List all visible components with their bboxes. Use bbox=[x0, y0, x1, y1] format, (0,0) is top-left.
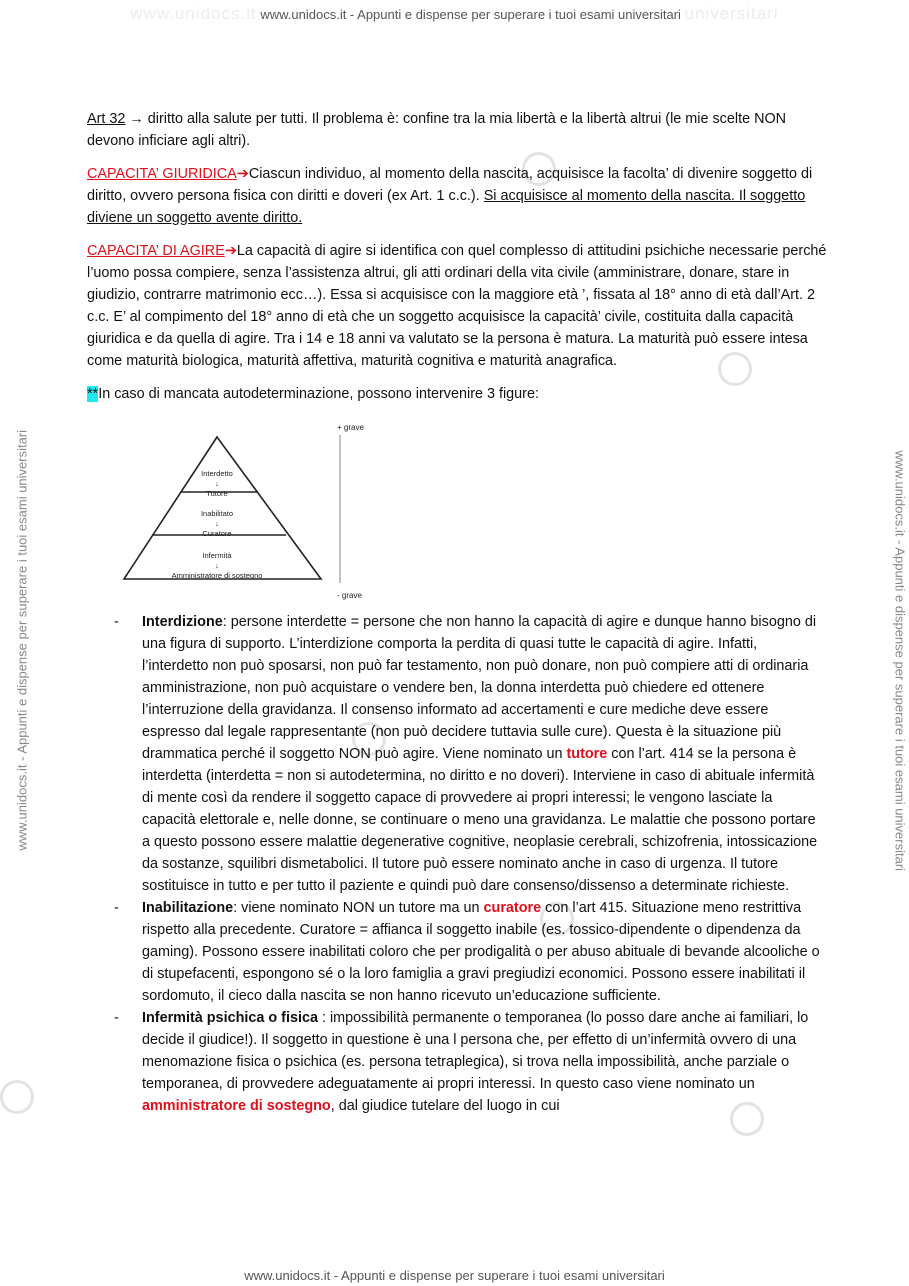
header-ghost-text-right: universitari bbox=[684, 4, 779, 23]
arrow-right-icon: ➔ bbox=[236, 166, 249, 182]
level-label: Amministratore di sostegno bbox=[171, 571, 263, 580]
list-item-term: Interdizione bbox=[142, 614, 223, 630]
list-item-term: Infermità psichica o fisica bbox=[142, 1010, 322, 1026]
list-item-highlight: curatore bbox=[483, 900, 542, 916]
level-label: Tutore bbox=[206, 489, 228, 498]
capacita-agire-title: CAPACITA’ DI AGIRE bbox=[87, 243, 225, 259]
list-item bbox=[87, 897, 827, 1007]
arrow-down-icon: ↓ bbox=[215, 479, 219, 488]
header-text: www.unidocs.it - Appunti e dispense per superare i tuoi esami universitari bbox=[260, 7, 681, 22]
list-item bbox=[87, 1007, 827, 1117]
scale-top-label: + grave bbox=[337, 423, 364, 432]
list-item-text: : persone interdette = persone che non hanno la capacità di agire e dunque hanno bisogno di una figura di supporto. L’interdizione comporta la perdita di quasi tutte le capacità di agire. Infatti, l’interdetto non può sposarsi, non può far testamento, non può donare, non può compiere atti di ordinaria amministrazione, non può acquistare o vendere ben, la donna interdetta può chiedere ed ottenere l’interruzione della gravidanza. Il consenso informato ad accertamenti e cure mediche deve essere espresso dal legale rappresentante (non può decidere tuttavia sulle cure). Questa è la situazione più drammatica perché il soggetto NON può agire. Viene nominato un bbox=[142, 614, 817, 762]
capacita-agire-paragraph bbox=[87, 240, 827, 372]
list-dash: - bbox=[114, 900, 119, 916]
capacita-agire-text: La capacità di agire si identifica con quel complesso di attitudini psichiche necessarie perché l’uomo possa compiere, senza l’assistenza altrui, gli atti ordinari della vita civile (amministrare, donare, stare in giudizio, contrarre matrimonio ecc…). Essa si acquisisce con la maggiore età ’, fissata al 18° anno di età dall’Art. 2 c.c. E’ al compimento del 18° anno di età che un soggetto acquisisce la capacità’ civile, costituita dalla capacità giuridica e da quella di agire. Tra i 14 e 18 anni va valutato se la persona è matura. La maturità può essere intesa come maturità biologica, maturità affettiva, maturità cognitiva e maturità anagrafica. bbox=[87, 243, 827, 369]
list-item-text: con l’art. 414 se la persona è interdetta (interdetta = non si autodetermina, no diritto e no doveri). Interviene in caso di abituale infermità di mente così da rendere il soggetto capace di provvedere ai propri interessi; le vengono lasciate la capacità elettorale e, nelle donne, se continuare o meno una gravidanza. Le malattie che possono portare a questo possono essere malattie degenerative cognitive, neoplasie cerebrali, schizofrenia, intossicazione da sostanze, squilibri dismetabolici. Il tutore può essere nominato anche in caso di urgenza. Il tutore sostituisce in tutto e per tutto il paziente e quindi può dare consenso/dissenso a determinate richieste. bbox=[142, 746, 818, 894]
list-dash: - bbox=[114, 1010, 119, 1026]
capacita-giuridica-underlined: Si acquisisce al momento della nascita. Il soggetto diviene un soggetto avente diritto. bbox=[87, 188, 806, 226]
arrow-down-icon: ↓ bbox=[215, 561, 219, 570]
scale-bottom-label: - grave bbox=[337, 591, 362, 600]
watermark-logo-icon bbox=[0, 1075, 39, 1119]
level-label: Interdetto bbox=[201, 469, 233, 478]
document-body bbox=[87, 108, 827, 1117]
list-item-text: , dal giudice tutelare del luogo in cui bbox=[330, 1098, 560, 1114]
figures-list bbox=[87, 611, 827, 1117]
list-item-text: : impossibilità permanente o temporanea (lo posso dare anche ai familiari, lo decide il giudice!). Il soggetto in questione è una l persona che, per effetto di un’infermità ovvero di una menomazione fisica o psichica (es. persona tetraplegica), si trova nella impossibilità, anche parziale o temporanea, di provvedere adeguatamente ai propri interessi. In questo caso viene nominato un bbox=[142, 1010, 809, 1092]
header-ghost-text: www.unidocs.it bbox=[130, 4, 257, 23]
list-item-text: : viene nominato NON un tutore ma un bbox=[233, 900, 484, 916]
art32-text: → diritto alla salute per tutti. Il problema è: confine tra la mia libertà e la libertà altrui (le mie scelte NON devono inficiare agli altri). bbox=[87, 111, 787, 149]
level-label: Inabilitato bbox=[200, 509, 234, 518]
page-footer bbox=[0, 1268, 909, 1283]
intro-paragraph bbox=[87, 383, 827, 405]
level-label: Curatore bbox=[202, 529, 232, 538]
list-item-highlight: amministratore di sostegno bbox=[142, 1098, 331, 1114]
arrow-right-icon: ➔ bbox=[224, 243, 237, 259]
list-item-term: Inabilitazione bbox=[142, 900, 234, 916]
capacita-giuridica-text: Ciascun individuo, al momento della nascita, acquisisce la facolta’ di divenire soggetto di diritto, ovvero persona fisica con diritti e doveri (ex Art. 1 c.c.). bbox=[87, 166, 813, 204]
list-item-text: con l’art 415. Situazione meno restrittiva rispetto alla precedente. Curatore = affianca il soggetto inabile (es. tossico-dipendente o dipendenza da gaming). Possono essere inabilitati coloro che per prodigalità o per abuso abituale di bevande alcooliche o di stupefacenti, espongono sé o la loro famiglia a gravi pregiudizi economici. Possono essere inabilitati il sordomuto, il cieco dalla nascita se non hanno ricevuto un’educazione sufficiente. bbox=[142, 900, 820, 1004]
art32-label: Art 32 bbox=[87, 111, 126, 127]
intro-text: In caso di mancata autodeterminazione, possono intervenire 3 figure: bbox=[98, 386, 539, 402]
level-label: Infermità bbox=[202, 551, 232, 560]
page-header bbox=[0, 4, 909, 24]
highlight-marker: ** bbox=[87, 386, 99, 402]
pyramid-level-3 bbox=[157, 551, 277, 581]
capacita-giuridica-paragraph bbox=[87, 163, 827, 229]
arrow-down-icon: ↓ bbox=[215, 519, 219, 528]
pyramid-level-2 bbox=[177, 509, 257, 539]
footer-text: www.unidocs.it - Appunti e dispense per superare i tuoi esami universitari bbox=[244, 1268, 665, 1283]
side-watermark-left: www.unidocs.it - Appunti e dispense per superare i tuoi esami universitari bbox=[14, 429, 30, 851]
side-watermark-right: www.unidocs.it - Appunti e dispense per superare i tuoi esami universitari bbox=[892, 450, 908, 872]
art32-paragraph bbox=[87, 108, 827, 152]
capacita-giuridica-title: CAPACITA’ GIURIDICA bbox=[87, 166, 237, 182]
list-item bbox=[87, 611, 827, 897]
list-dash: - bbox=[114, 614, 119, 630]
pyramid-diagram bbox=[87, 411, 827, 601]
pyramid-level-1 bbox=[177, 469, 257, 499]
list-item-highlight: tutore bbox=[566, 746, 608, 762]
